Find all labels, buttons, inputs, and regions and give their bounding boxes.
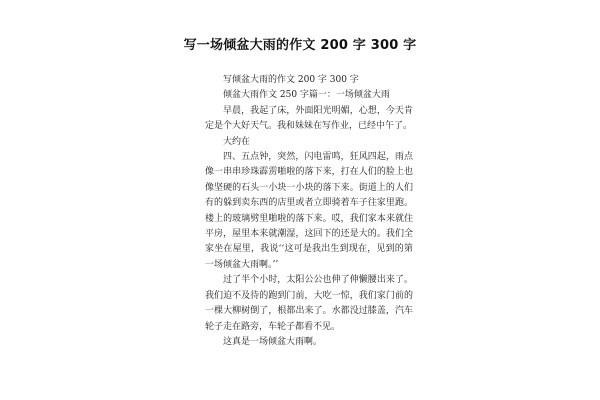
paragraph-heading: 写倾盆大雨的作文 200 字 300 字 (223, 75, 359, 85)
paragraph-after-rain: 过了半个小时，太阳公公也伸了伸懒腰出来了。我们迫不及待的跑到门前，大吃一惊，我们家门前的一棵大柳树倒了，根都出来了。水都没过膝盖，汽车轮子走在路旁，车轮子都看不见。 (205, 275, 413, 332)
paragraph-storm: 四、五点钟，突然，闪电雷鸣，狂风四起，雨点像一串串珍珠霹雳啪啦的落下来，打在人们的脸上也像坚硬的石头一小块一小块的落下来。街道上的人们有的躲到卖东西的店里或者立即骑着车子往家里跑。楼上的玻璃劈里啪啦的落下来。哎，我们家本来就住平房，屋里本来就潮湿，这回下的还是大的。我们全家坐在屋里，我说‘‘这可是我出生到现在，见到的第一场倾盆大雨啊。’’ (205, 152, 413, 270)
paragraph-morning: 早晨，我起了床，外面阳光明媚，心想，今天肯定是个大好天气。我和妹妹在写作业，已经中午了。 (205, 105, 413, 132)
document-body (205, 73, 413, 350)
paragraph-subheading: 倾盆大雨作文 250 字篇一：一场倾盆大雨 (223, 90, 390, 101)
paragraph-about: 大约在 (223, 136, 251, 147)
paragraph-closing: 这真是一场倾盆大雨啊。 (223, 336, 323, 347)
document-title: 写一场倾盆大雨的作文 200 字 300 字 (183, 38, 417, 53)
